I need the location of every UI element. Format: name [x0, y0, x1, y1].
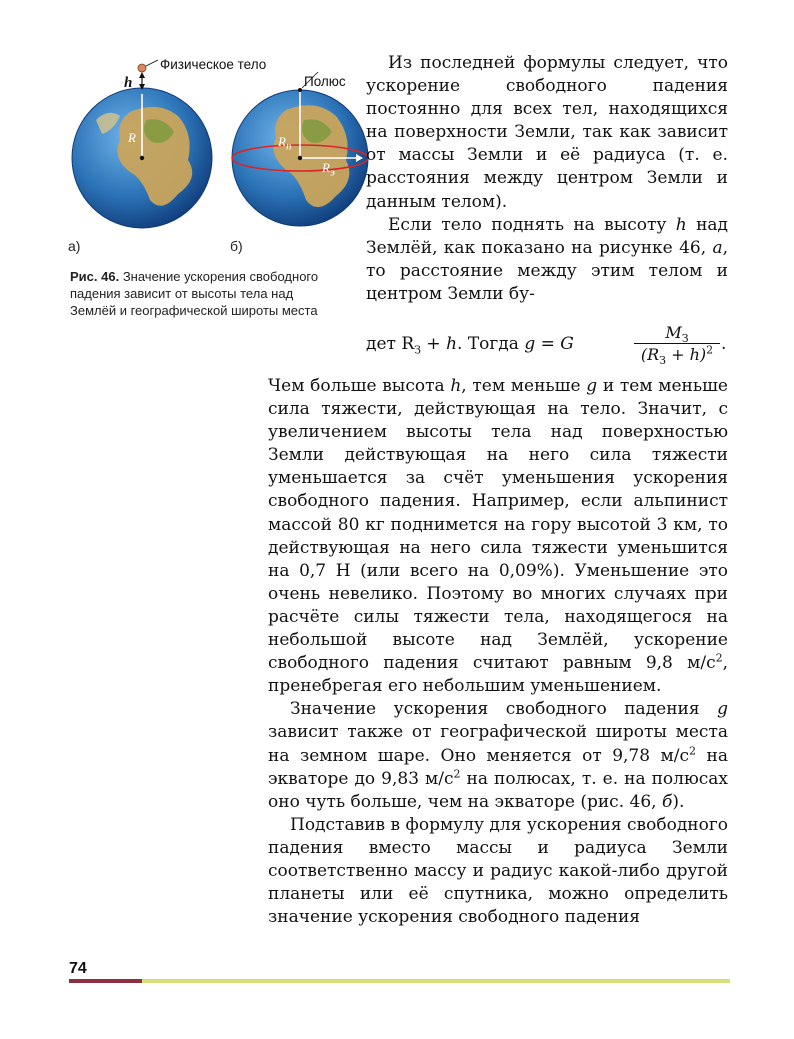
label-pole: Полюс: [304, 74, 346, 89]
footer-rule-left: [69, 979, 142, 983]
figure-number: Рис. 46.: [70, 269, 120, 284]
label-height-h: h: [124, 75, 133, 91]
globe-a: [72, 60, 212, 228]
right-column-text: [366, 52, 728, 306]
fraction-numerator: $M_З$: [665, 323, 689, 346]
figure-caption: [70, 268, 320, 319]
footer-rule-right: [142, 979, 730, 983]
formula-period: .: [721, 334, 727, 354]
formula-line: [366, 322, 728, 368]
globe-b: [232, 72, 368, 226]
figure-caption-text: Значение ускорения свободного падения зависит от высоты тела над Землёй и географической широты места: [70, 269, 319, 318]
subfigure-b-label: б): [230, 238, 243, 254]
formula-fraction: [634, 322, 720, 366]
fraction-denominator: $(R_З + h)^2$: [640, 343, 714, 368]
formula-lead: дет $R_З + h$. Тогда g = G: [366, 334, 574, 357]
page-number: 74: [69, 960, 87, 977]
subfigure-a-label: а): [68, 238, 81, 254]
paragraph-1: Из последней формулы следует, что ускорение свободного падения постоянно для всех тел, находящихся на поверхности Земли, так как зависит от массы Земли и её радиуса (т. е. расстояния между центром Земли и данным телом).: [366, 53, 728, 212]
label-equatorial-radius: $R_э$: [322, 160, 335, 179]
label-physical-body: Физическое тело: [160, 57, 267, 72]
globes-illustration: [60, 50, 320, 250]
paragraph-3: Чем больше высота h, тем меньше g и тем меньше сила тяжести, действующая на тело. Значит, с увеличением высоты тела над поверхностью Земли действующая на него сила тяжести уменьшается за счёт уменьшения ускорения свободного падения. Например, если альпинист массой 80 кг поднимется на гору высотой 3 км, то действующая на него сила тяжести уменьшится на 0,7 Н (или всего на 0,09%). Уменьшение это очень невелико. Поэтому во многих случаях при расчёте силы тяжести тела, находящегося на небольшой высоте над Землёй, ускорение свободного падения считают равным 9,8 $м/с^2$, пренебрегая его небольшим уменьшением.: [268, 376, 728, 697]
main-column-text: [268, 375, 728, 929]
label-polar-radius: $R_п$: [278, 134, 292, 153]
paragraph-5: Подставив в формулу для ускорения свободного падения вместо массы и радиуса Земли соответственно массу и радиус какой-либо другой планеты или её спутника, можно определить значение ускорения свободного падения: [268, 814, 728, 928]
paragraph-4: Значение ускорения свободного падения g зависит также от географической широты места на земном шаре. Оно меняется от 9,78 $м/с^2$ на экваторе до 9,83 $м/с^2$ на полюсах, т. е. на полюсах оно чуть больше, чем на экваторе (рис. 46, б).: [268, 699, 728, 812]
paragraph-2: Если тело поднять на высоту h над Землёй, как показано на рисунке 46, а, то расстояние между этим телом и центром Земли бу-: [366, 214, 728, 304]
label-radius-r: R: [128, 130, 136, 145]
